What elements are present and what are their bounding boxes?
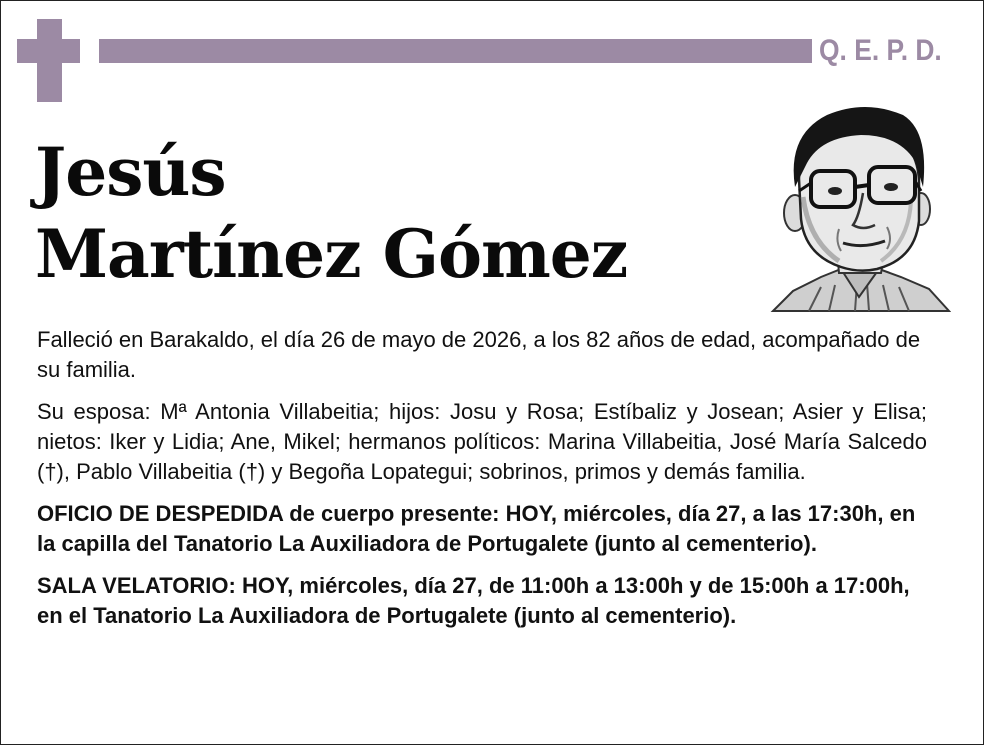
header-divider-bar xyxy=(99,39,812,63)
deceased-first-name: Jesús xyxy=(35,133,226,211)
obituary-text xyxy=(37,325,927,643)
cross-horizontal-bar xyxy=(17,39,80,63)
portrait-photo xyxy=(769,101,951,313)
qepd-label: Q. E. P. D. xyxy=(819,34,942,67)
death-notice: Falleció en Barakaldo, el día 26 de mayo de 2026, a los 82 años de edad, acompañado de su familia. xyxy=(37,327,921,382)
deceased-surnames: Martínez Gómez xyxy=(35,215,628,293)
wake-title: SALA VELATORIO xyxy=(37,573,229,598)
wake-room xyxy=(37,571,927,631)
service-title: OFICIO DE DESPEDIDA xyxy=(37,501,284,526)
service-details: de cuerpo presente: HOY, miércoles, día 27, a las 17:30h, en la capilla del Tanatorio La Auxiliadora de Portugalete (junto al cementerio). xyxy=(37,501,916,556)
wake-details: : HOY, miércoles, día 27, de 11:00h a 13:00h y de 15:00h a 17:00h, en el Tanatorio La Auxiliadora de Portugalete (junto al cementerio). xyxy=(37,573,910,628)
family-list: Su esposa: Mª Antonia Villabeitia; hijos: Josu y Rosa; Estíbaliz y Josean; Asier y Elisa; nietos: Iker y Lidia; Ane, Mikel; hermanos políticos: Marina Villabeitia, José María Salcedo (†), Pablo Villabeitia (†) y Begoña Lopategui; sobrinos, primos y demás familia. xyxy=(37,399,927,484)
deceased-name xyxy=(35,131,627,295)
funeral-service xyxy=(37,499,927,559)
